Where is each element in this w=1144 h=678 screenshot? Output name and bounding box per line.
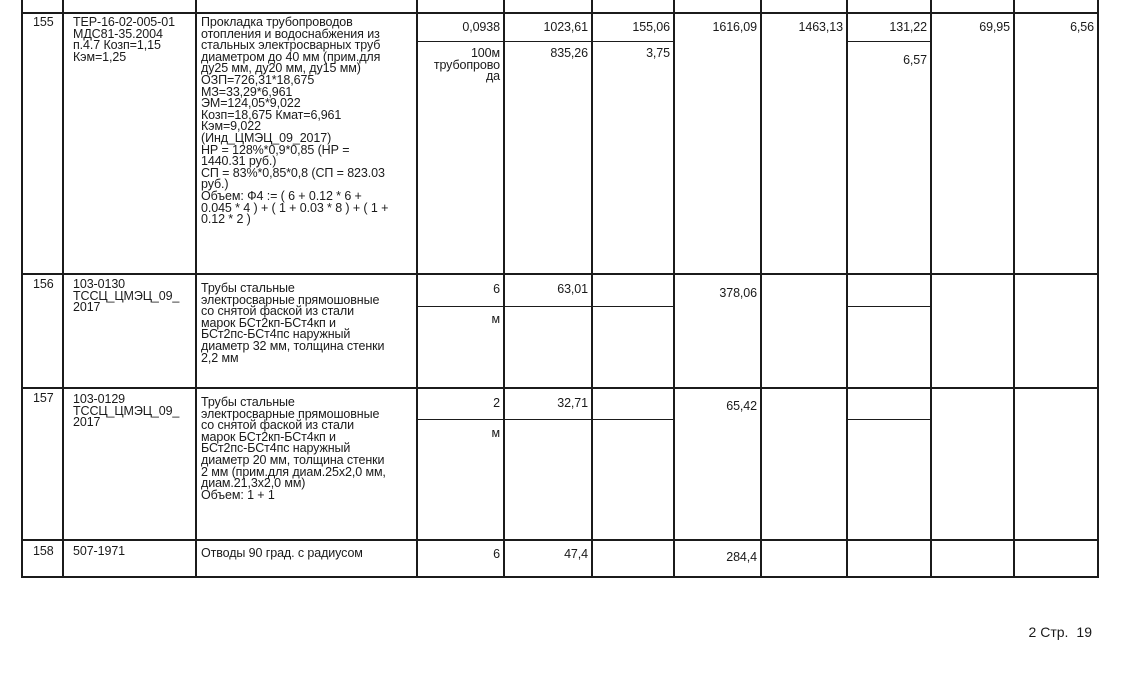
grid-line bbox=[846, 41, 931, 42]
price-code: 103-0129 ТССЦ_ЦМЭЦ_09_ 2017 bbox=[73, 392, 180, 430]
grid-line bbox=[846, 306, 931, 307]
total-cost: 284,4 bbox=[726, 550, 757, 564]
pages-label: 2 Стр. bbox=[1028, 624, 1069, 640]
grid-line bbox=[21, 12, 1099, 14]
page-number: 19 bbox=[1076, 624, 1092, 640]
row-number: 158 bbox=[33, 544, 54, 558]
unit: 100м трубопрово да bbox=[433, 46, 500, 84]
unit-price: 1023,61 bbox=[543, 20, 588, 34]
total-cost: 1616,09 bbox=[712, 20, 757, 34]
unit-price-component: 155,06 bbox=[632, 20, 670, 34]
total-component: 1463,13 bbox=[798, 20, 843, 34]
total-component: 69,95 bbox=[979, 20, 1010, 34]
work-description: Трубы стальные электросварные прямошовные со снятой фаской из стали марок БСт2кп-БСт4кп и БСт2пс-БСт4пс наружный диаметр 20 мм, толщина стенки 2 мм (прим.для диам.25х2,0 мм, диам.21,3х2,0 мм) Объем: 1 + 1 bbox=[201, 395, 386, 502]
grid-line bbox=[21, 576, 1099, 578]
grid-line bbox=[846, 0, 848, 578]
quantity: 6 bbox=[493, 282, 500, 296]
unit: м bbox=[491, 312, 500, 326]
grid-line bbox=[195, 0, 197, 578]
total-cost: 65,42 bbox=[726, 399, 757, 413]
total-component: 131,22 bbox=[889, 20, 927, 34]
grid-line bbox=[591, 0, 593, 578]
grid-line bbox=[503, 0, 505, 578]
total-cost: 378,06 bbox=[719, 286, 757, 300]
grid-line bbox=[1013, 0, 1015, 578]
grid-line bbox=[416, 419, 674, 420]
total-component: 6,56 bbox=[1070, 20, 1094, 34]
quantity: 6 bbox=[493, 547, 500, 561]
row-number: 155 bbox=[33, 15, 54, 29]
unit-price: 63,01 bbox=[557, 282, 588, 296]
work-description: Отводы 90 град. с радиусом bbox=[201, 546, 363, 560]
price-code: 507-1971 bbox=[73, 544, 126, 558]
quantity: 2 bbox=[493, 396, 500, 410]
unit-price-component-sub: 3,75 bbox=[646, 46, 670, 60]
grid-line bbox=[21, 387, 1099, 389]
page-footer bbox=[1021, 624, 1092, 640]
price-code: ТЕР-16-02-005-01 МДС81-35.2004 п.4.7 Козп=1,15 Кэм=1,25 bbox=[73, 15, 175, 64]
quantity: 0,0938 bbox=[462, 20, 500, 34]
grid-line bbox=[673, 0, 675, 578]
work-description: Прокладка трубопроводов отопления и водоснабжения из стальных электросварных труб диаметром до 40 мм (прим.для ду25 мм, ду20 мм, ду15 мм) ОЗП=726,31*18,675 МЗ=33,29*6,961 ЭМ=124,05*9,022 Козп=18,675 Кмат=6,961 Кэм=9,022 (Инд_ЦМЭЦ_09_2017) НР = 128%*0,9*0,85 (НР = 1440.31 руб.) СП = 83%*0,85*0,8 (СП = 823.03 руб.) Объем: Ф4 := ( 6 + 0.12 * 6 + 0.045 * 4 ) + ( 1 + 0.03 * 8 ) + ( 1 + 0.12 * 2 ) bbox=[201, 15, 389, 227]
grid-line bbox=[21, 273, 1099, 275]
grid-line bbox=[21, 539, 1099, 541]
grid-line bbox=[416, 306, 674, 307]
grid-line bbox=[930, 0, 932, 578]
row-number: 157 bbox=[33, 391, 54, 405]
work-description: Трубы стальные электросварные прямошовные со снятой фаской из стали марок БСт2кп-БСт4кп и БСт2пс-БСт4пс наружный диаметр 32 мм, толщина стенки 2,2 мм bbox=[201, 281, 385, 365]
grid-line bbox=[846, 419, 931, 420]
grid-line bbox=[62, 0, 64, 578]
unit-price: 32,71 bbox=[557, 396, 588, 410]
grid-line bbox=[1097, 0, 1099, 578]
row-number: 156 bbox=[33, 277, 54, 291]
grid-line bbox=[416, 0, 418, 578]
unit: м bbox=[491, 426, 500, 440]
grid-line bbox=[760, 0, 762, 578]
grid-line bbox=[21, 0, 23, 578]
unit-price-materials: 835,26 bbox=[550, 46, 588, 60]
price-code: 103-0130 ТССЦ_ЦМЭЦ_09_ 2017 bbox=[73, 277, 180, 315]
total-component-sub: 6,57 bbox=[903, 53, 927, 67]
grid-line bbox=[416, 41, 674, 42]
unit-price: 47,4 bbox=[564, 547, 588, 561]
